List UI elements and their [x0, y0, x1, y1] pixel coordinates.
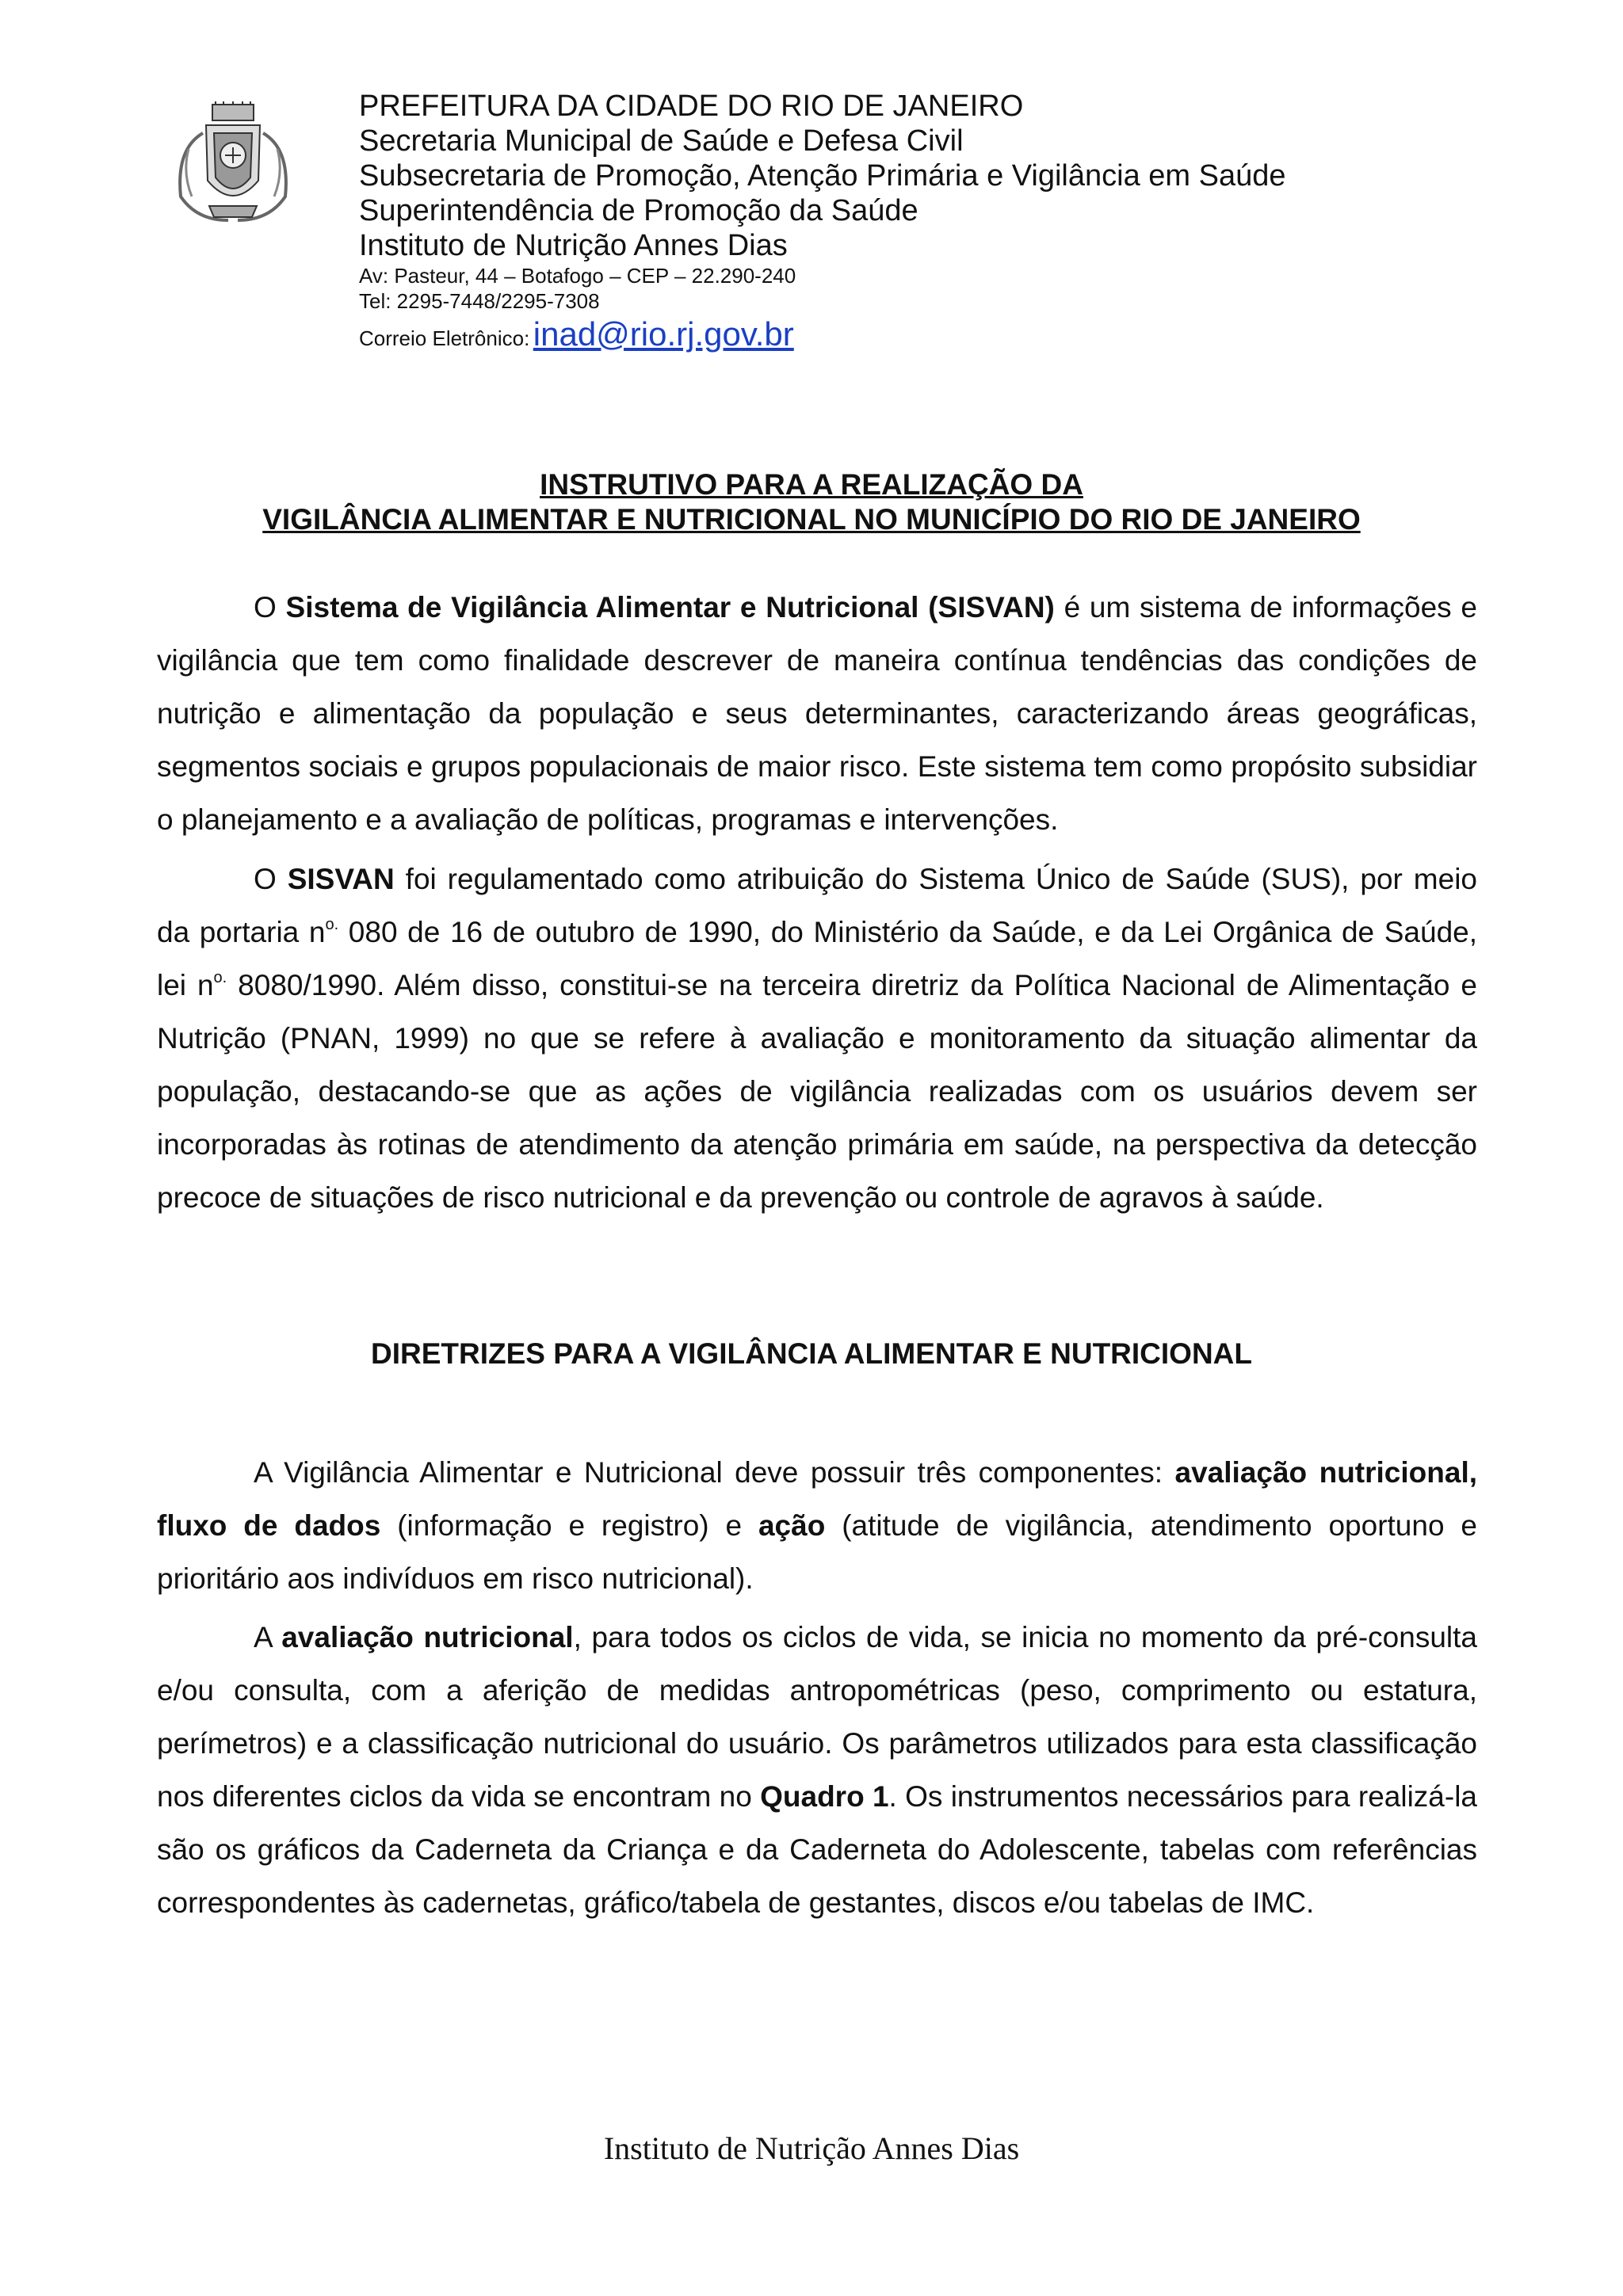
p4-text-3: . Os instrumentos necessários para realizá-la são os gráficos da Caderneta da Criança e da Caderneta do Adolescente, tabelas com referências correspondentes às cadernetas, gráfico/tabela de gestantes, discos e/ou tabelas de IMC. — [157, 1780, 1477, 1919]
paragraph-nutritional-assessment — [157, 1611, 1477, 1929]
p4-bold-1: avaliação nutricional — [281, 1621, 574, 1653]
p2-sup-2: o. — [213, 969, 227, 986]
email-link[interactable]: inad@rio.rj.gov.br — [533, 315, 794, 353]
p2-text-4: 8080/1990. Além disso, constitui-se na terceira diretriz da Política Nacional de Alimentação e Nutrição (PNAN, 1999) no que se refere à avaliação e monitoramento da situação alimentar da população, destacando-se que as ações de vigilância realizadas com os usuários devem ser incorporadas às rotinas de atendimento da atenção primária em saúde, na perspectiva da detecção precoce de situações de risco nutricional e da prevenção ou controle de agravos à saúde. — [157, 969, 1477, 1214]
letterhead-subsecretariat: Subsecretaria de Promoção, Atenção Primária e Vigilância em Saúde — [359, 159, 1286, 193]
letterhead-city: PREFEITURA DA CIDADE DO RIO DE JANEIRO — [359, 90, 1024, 123]
paragraph-components — [157, 1446, 1477, 1605]
paragraph-sisvan-definition — [157, 581, 1477, 846]
document-title — [0, 467, 1623, 537]
p1-text-1: O — [254, 591, 286, 624]
p3-bold-1: avaliação nutricional, fluxo de dados — [157, 1456, 1477, 1542]
p2-text-1: O — [254, 863, 288, 895]
letterhead — [359, 89, 1548, 353]
coat-of-arms-icon — [165, 101, 301, 227]
p2-text-3: 080 de 16 de outubro de 1990, do Ministério da Saúde, e da Lei Orgânica de Saúde, lei n — [157, 916, 1478, 1001]
p3-text-3: (atitude de vigilância, atendimento oportuno e prioritário aos indivíduos em risco nutricional). — [157, 1509, 1478, 1595]
letterhead-email-row — [359, 315, 1548, 353]
p4-bold-2: Quadro 1 — [760, 1780, 889, 1813]
p4-text-2: , para todos os ciclos de vida, se inicia no momento da pré-consulta e/ou consulta, com a aferição de medidas antropométricas (peso, comprimento ou estatura, perímetros) e a classificação nutricional do usuário. Os parâmetros utilizados para esta classificação nos diferentes ciclos da vida se encontram no — [157, 1621, 1477, 1813]
p3-bold-2: ação — [758, 1509, 826, 1542]
p2-text-2: foi regulamentado como atribuição do Sistema Único de Saúde (SUS), por meio da portaria n — [157, 863, 1477, 948]
p4-text-1: A — [254, 1621, 282, 1653]
letterhead-institute: Instituto de Nutrição Annes Dias — [359, 229, 788, 262]
paragraph-sisvan-regulation — [157, 852, 1477, 1224]
letterhead-address: Av: Pasteur, 44 – Botafogo – CEP – 22.290-240 — [359, 264, 796, 288]
title-line-1: INSTRUTIVO PARA A REALIZAÇÃO DA — [540, 468, 1083, 501]
page-footer: Instituto de Nutrição Annes Dias — [603, 2130, 1020, 2166]
p1-bold-1: Sistema de Vigilância Alimentar e Nutricional (SISVAN) — [285, 591, 1055, 624]
letterhead-phone: Tel: 2295-7448/2295-7308 — [359, 289, 600, 313]
letterhead-superintendence: Superintendência de Promoção da Saúde — [359, 194, 918, 227]
p2-sup-1: o. — [325, 916, 339, 933]
section-title-diretrizes: DIRETRIZES PARA A VIGILÂNCIA ALIMENTAR E NUTRICIONAL — [370, 1337, 1253, 1370]
p2-bold-1: SISVAN — [287, 863, 395, 895]
letterhead-secretariat: Secretaria Municipal de Saúde e Defesa Civil — [359, 124, 964, 158]
title-line-2: VIGILÂNCIA ALIMENTAR E NUTRICIONAL NO MUNICÍPIO DO RIO DE JANEIRO — [262, 503, 1361, 536]
p1-text-2: é um sistema de informações e vigilância que tem como finalidade descrever de maneira contínua tendências das condições de nutrição e alimentação da população e seus determinantes, caracterizando áreas geográficas, segmentos sociais e grupos populacionais de maior risco. Este sistema tem como propósito subsidiar o planejamento e a avaliação de políticas, programas e intervenções. — [157, 591, 1477, 836]
email-label: Correio Eletrônico: — [359, 326, 530, 350]
p3-text-2: (informação e registro) e — [380, 1509, 758, 1542]
p3-text-1: A Vigilância Alimentar e Nutricional deve possuir três componentes: — [254, 1456, 1175, 1489]
